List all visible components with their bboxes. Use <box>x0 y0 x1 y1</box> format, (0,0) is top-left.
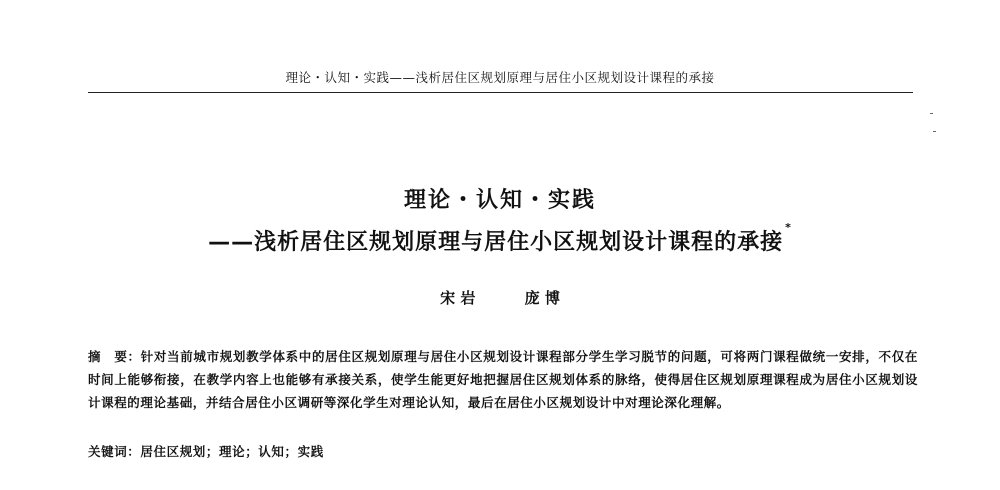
keywords <box>88 442 918 460</box>
abstract-text: 针对当前城市规划教学体系中的居住区规划原理与居住小区规划设计课程部分学生学习脱节的问题，可将两门课程做统一安排，不仅在时间上能够衔接，在教学内容上也能够有承接关系，使学生能更好地把握居住区规划体系的脉络，使得居住区规划原理课程成为居住小区规划设计课程的理论基础，并结合居住小区调研等深化学生对理论认知，最后在居住小区规划设计中对理论深化理解。 <box>88 349 918 410</box>
keywords-label: 关键词： <box>88 444 141 459</box>
footnote-mark: * <box>785 221 792 234</box>
paper-title: 理论・认知・实践 <box>403 188 596 213</box>
header-rule <box>88 92 913 93</box>
author-name: 庞 博 <box>524 289 560 307</box>
paper-subtitle-text: ——浅析居住区规划原理与居住小区规划设计课程的承接 <box>208 230 784 255</box>
authors <box>0 287 1000 308</box>
running-header: 理论・认知・实践——浅析居住区规划原理与居住小区规划设计课程的承接 <box>285 70 715 85</box>
scan-mark <box>933 131 936 132</box>
keywords-text: 居住区规划；理论；认知；实践 <box>140 444 324 459</box>
author-name: 宋 岩 <box>440 289 476 307</box>
abstract-label: 摘 要： <box>88 349 141 364</box>
scan-mark <box>930 113 933 114</box>
paper-subtitle <box>0 221 1000 256</box>
abstract <box>88 345 918 414</box>
